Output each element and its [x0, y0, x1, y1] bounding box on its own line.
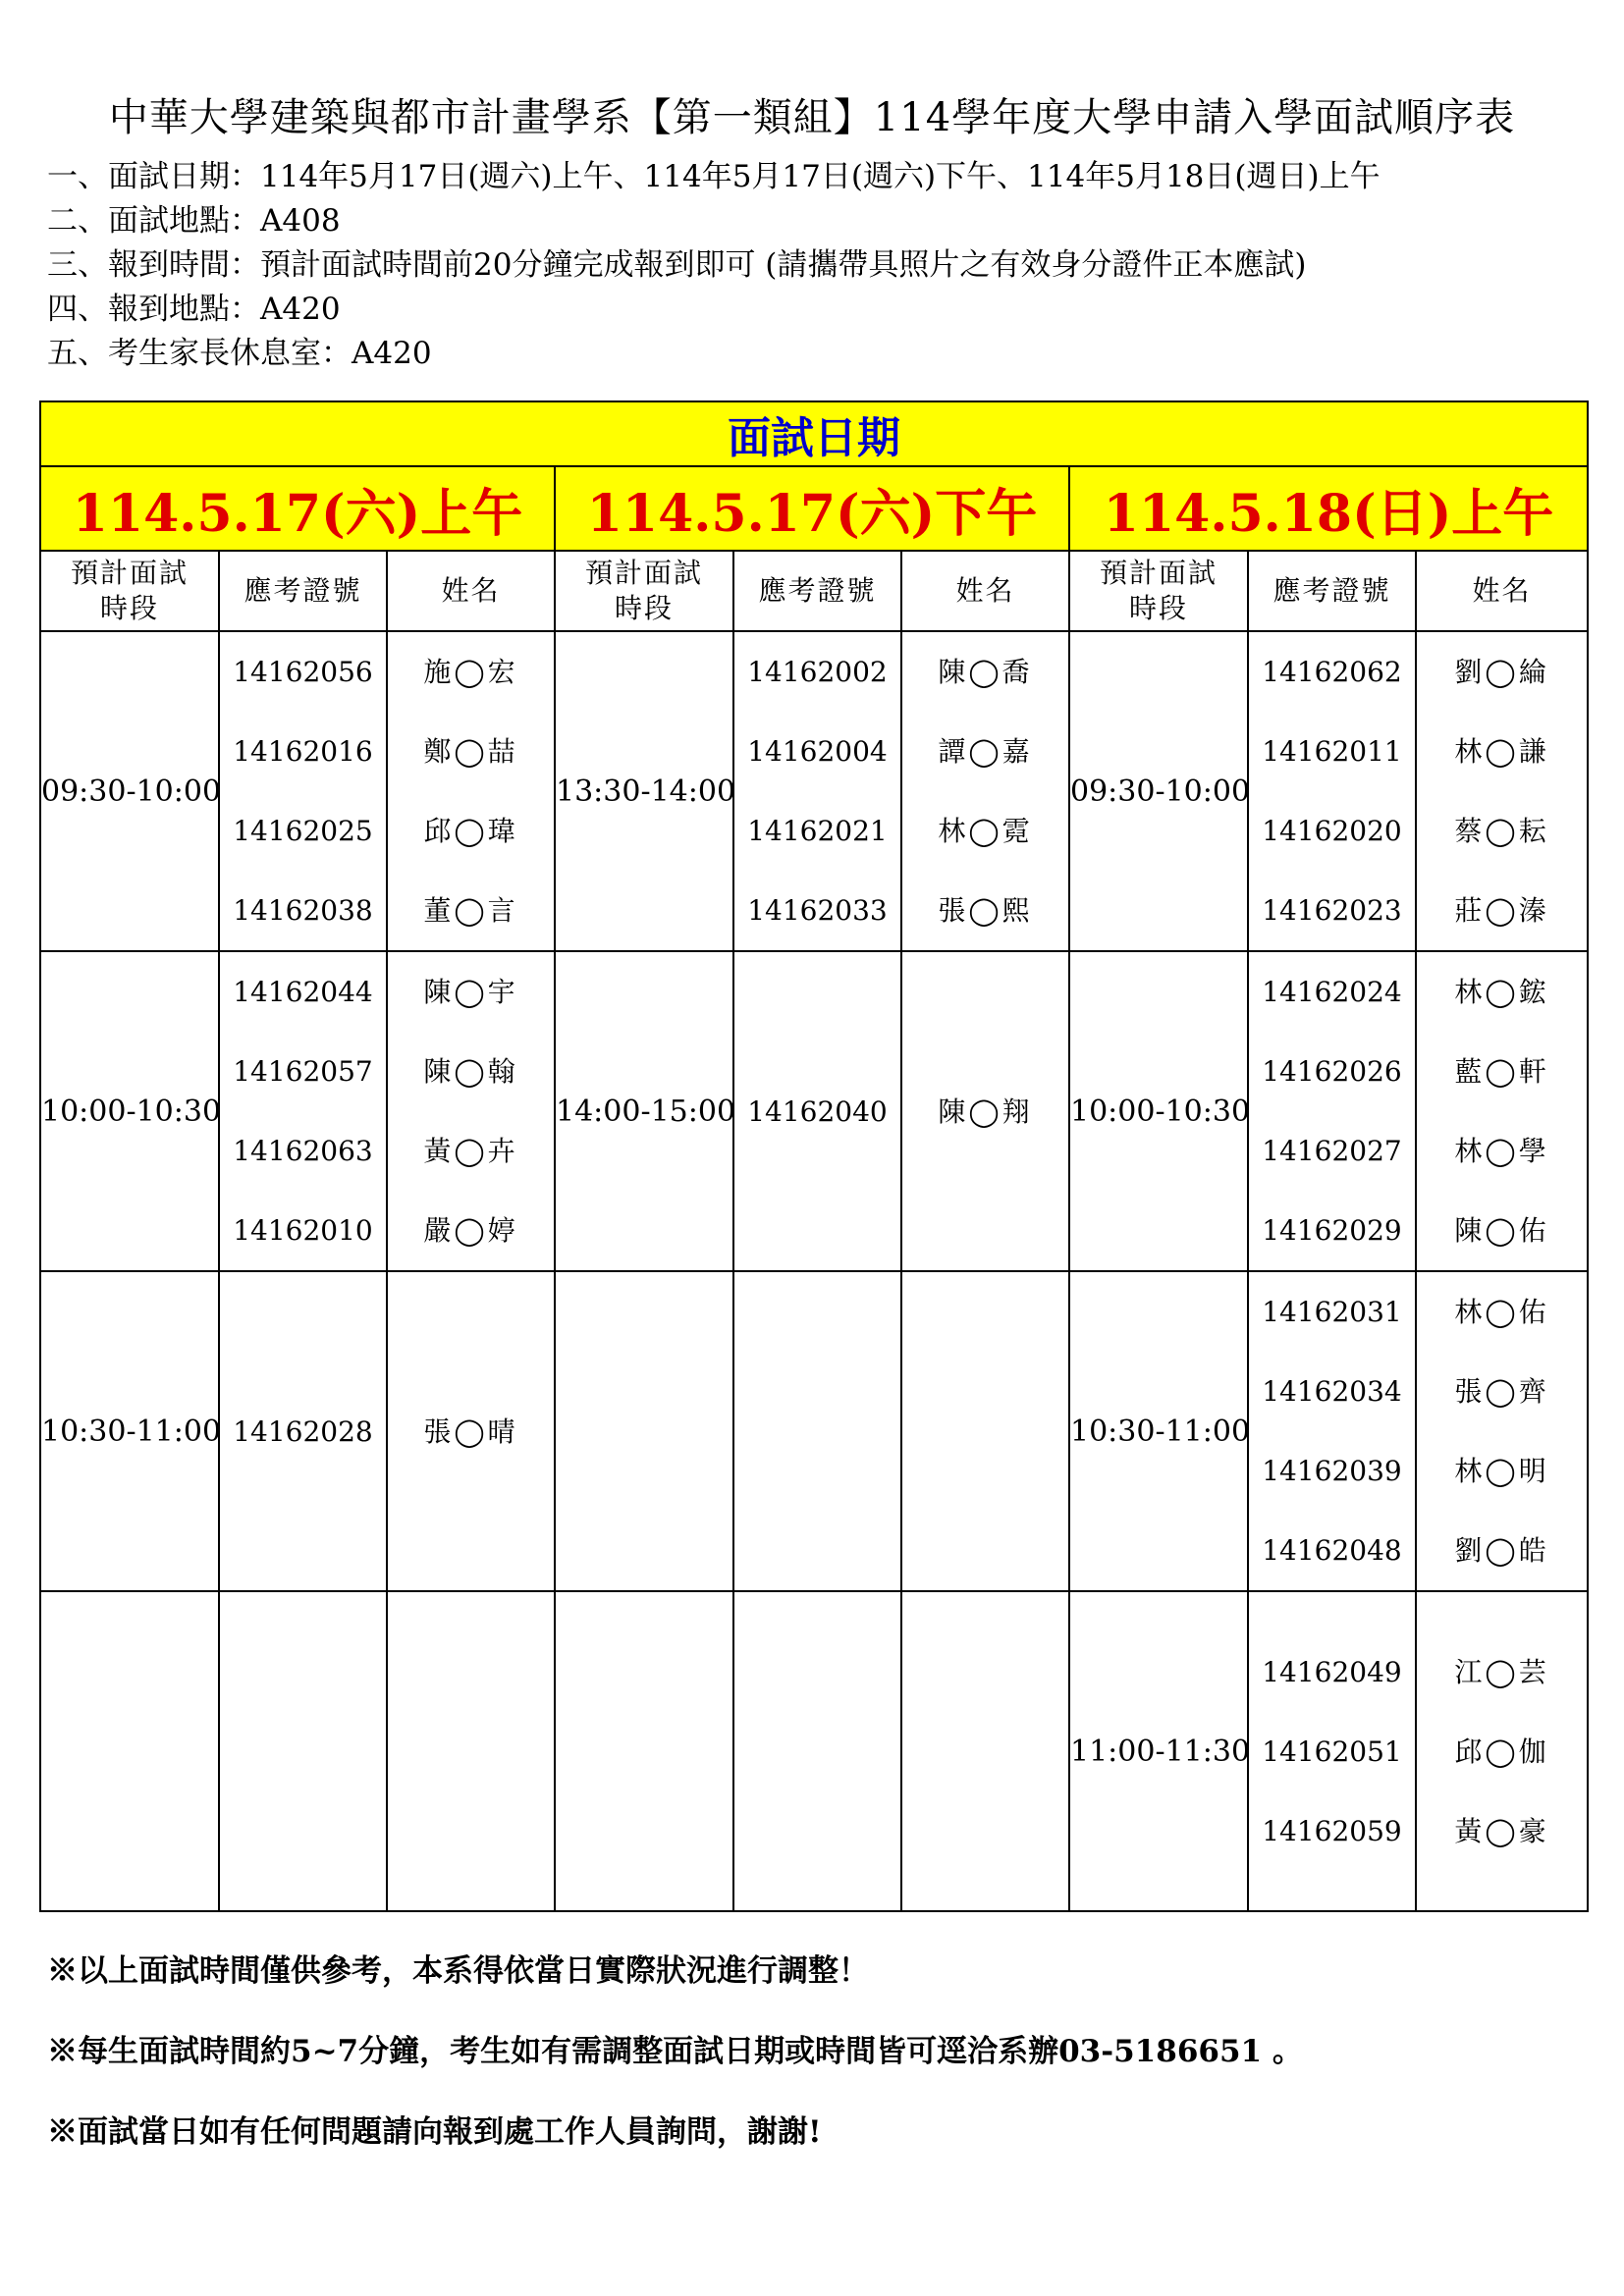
exam-no: 14162027 — [1262, 1135, 1402, 1167]
day-header-0: 114.5.17(六)上午 — [40, 466, 555, 551]
exam-no-cell — [219, 631, 387, 951]
name-cell — [901, 631, 1069, 951]
exam-no: 14162034 — [1262, 1375, 1402, 1408]
name-cell — [1416, 1271, 1588, 1591]
slot-header: 預計面試 時段 — [40, 551, 219, 631]
exam-no: 14162044 — [233, 976, 373, 1008]
candidate-name: 黃◯豪 — [1454, 1814, 1549, 1847]
time-slot-cell: 09:30-10:00 — [1069, 631, 1248, 951]
name-cell — [901, 1591, 1069, 1911]
day-header-2: 114.5.18(日)上午 — [1069, 466, 1588, 551]
time-slot-cell: 14:00-15:00 — [555, 951, 733, 1271]
column-header-row — [40, 551, 1588, 631]
candidate-name: 劉◯綸 — [1454, 656, 1549, 688]
candidate-name: 江◯芸 — [1454, 1655, 1549, 1688]
exam-no: 14162039 — [1262, 1455, 1402, 1487]
exam-no-cell — [733, 951, 901, 1271]
slot-header: 預計面試 時段 — [1069, 551, 1248, 631]
exam-no-cell — [1248, 1591, 1416, 1911]
candidate-name: 陳◯翔 — [938, 1095, 1033, 1128]
name-cell — [387, 951, 555, 1271]
candidate-name: 黃◯卉 — [423, 1135, 518, 1167]
time-slot-cell — [555, 1271, 733, 1591]
exam-no: 14162057 — [233, 1055, 373, 1088]
candidate-name: 陳◯翰 — [423, 1055, 518, 1088]
name-header: 姓名 — [901, 551, 1069, 631]
candidate-name: 蔡◯耘 — [1454, 815, 1549, 847]
exam-no-cell — [219, 1271, 387, 1591]
info-checkin-location: 四、報到地點：A420 — [47, 292, 341, 327]
candidate-name: 林◯佑 — [1454, 1296, 1549, 1328]
candidate-name: 董◯言 — [423, 894, 518, 927]
note-questions: ※面試當日如有任何問題請向報到處工作人員詢問，謝謝! — [47, 2114, 822, 2150]
exam-no: 14162016 — [233, 735, 373, 768]
notes-section — [47, 1946, 1579, 2187]
candidate-name: 莊◯溱 — [1454, 894, 1549, 927]
exam-no: 14162021 — [747, 815, 888, 847]
candidate-name: 鄭◯喆 — [423, 735, 518, 768]
exam-no: 14162010 — [233, 1214, 373, 1247]
exam-no: 14162025 — [233, 815, 373, 847]
candidate-name: 林◯學 — [1454, 1135, 1549, 1167]
exam-no: 14162002 — [747, 656, 888, 688]
schedule-block-row — [40, 631, 1588, 951]
name-cell — [901, 1271, 1069, 1591]
exam-no-cell — [219, 951, 387, 1271]
time-slot-cell: 11:00-11:30 — [1069, 1591, 1248, 1911]
exam-no: 14162048 — [1262, 1534, 1402, 1567]
exam-no: 14162029 — [1262, 1214, 1402, 1247]
candidate-name: 張◯齊 — [1454, 1375, 1549, 1408]
name-cell — [1416, 631, 1588, 951]
exam-no-cell — [1248, 1271, 1416, 1591]
name-cell — [387, 1591, 555, 1911]
name-cell — [387, 631, 555, 951]
candidate-name: 林◯鋐 — [1454, 976, 1549, 1008]
exam-no: 14162063 — [233, 1135, 373, 1167]
info-checkin-time: 三、報到時間：預計面試時間前20分鐘完成報到即可 (請攜帶具照片之有效身分證件正本應試) — [47, 247, 1307, 283]
exam-no: 14162026 — [1262, 1055, 1402, 1088]
exam-no: 14162033 — [747, 894, 888, 927]
exam-no: 14162023 — [1262, 894, 1402, 927]
exam-no: 14162062 — [1262, 656, 1402, 688]
schedule-block-row — [40, 1271, 1588, 1591]
interview-schedule-table — [39, 400, 1589, 1912]
candidate-name: 劉◯皓 — [1454, 1534, 1549, 1567]
time-slot-cell: 10:30-11:00 — [1069, 1271, 1248, 1591]
exam-no-cell — [733, 631, 901, 951]
exam-no-header: 應考證號 — [733, 551, 901, 631]
time-slot-cell: 13:30-14:00 — [555, 631, 733, 951]
exam-no: 14162020 — [1262, 815, 1402, 847]
info-interview-dates: 一、面試日期：114年5月17日(週六)上午、114年5月17日(週六)下午、114年5月18日(週日)上午 — [47, 159, 1380, 194]
candidate-name: 陳◯宇 — [423, 976, 518, 1008]
candidate-name: 林◯謙 — [1454, 735, 1549, 768]
time-slot-cell: 10:00-10:30 — [1069, 951, 1248, 1271]
candidate-name: 藍◯軒 — [1454, 1055, 1549, 1088]
candidate-name: 陳◯佑 — [1454, 1214, 1549, 1247]
exam-no-cell — [219, 1591, 387, 1911]
name-header: 姓名 — [1416, 551, 1588, 631]
candidate-name: 邱◯瑋 — [423, 815, 518, 847]
info-interview-location: 二、面試地點：A408 — [47, 203, 341, 239]
exam-no: 14162011 — [1262, 735, 1402, 768]
candidate-name: 邱◯伽 — [1454, 1735, 1549, 1768]
info-parent-lounge: 五、考生家長休息室：A420 — [47, 336, 432, 371]
candidate-name: 譚◯嘉 — [938, 735, 1033, 768]
name-cell — [387, 1271, 555, 1591]
exam-no-header: 應考證號 — [219, 551, 387, 631]
page-title: 中華大學建築與都市計畫學系【第一類組】114學年度大學申請入學面試順序表 — [108, 95, 1516, 140]
name-cell — [1416, 1591, 1588, 1911]
exam-no: 14162051 — [1262, 1735, 1402, 1768]
exam-no: 14162028 — [233, 1415, 373, 1448]
candidate-name: 林◯霓 — [938, 815, 1033, 847]
exam-no-cell — [733, 1591, 901, 1911]
candidate-name: 林◯明 — [1454, 1455, 1549, 1487]
exam-no-cell — [733, 1271, 901, 1591]
time-slot-cell: 10:00-10:30 — [40, 951, 219, 1271]
exam-no: 14162038 — [233, 894, 373, 927]
candidate-name: 施◯宏 — [423, 656, 518, 688]
slot-header: 預計面試 時段 — [555, 551, 733, 631]
exam-no: 14162059 — [1262, 1814, 1402, 1847]
time-slot-cell — [40, 1591, 219, 1911]
exam-no: 14162040 — [747, 1095, 888, 1128]
candidate-name: 張◯晴 — [423, 1415, 518, 1448]
name-cell — [901, 951, 1069, 1271]
name-header: 姓名 — [387, 551, 555, 631]
time-slot-cell: 09:30-10:00 — [40, 631, 219, 951]
info-section — [47, 155, 1579, 376]
time-slot-cell: 10:30-11:00 — [40, 1271, 219, 1591]
exam-no-header: 應考證號 — [1248, 551, 1416, 631]
exam-no: 14162031 — [1262, 1296, 1402, 1328]
candidate-name: 嚴◯婷 — [423, 1214, 518, 1247]
exam-no: 14162056 — [233, 656, 373, 688]
schedule-banner: 面試日期 — [40, 401, 1588, 466]
exam-no: 14162024 — [1262, 976, 1402, 1008]
schedule-block-row — [40, 951, 1588, 1271]
note-duration-contact: ※每生面試時間約5~7分鐘，考生如有需調整面試日期或時間皆可逕洽系辦03-5186651 。 — [47, 2034, 1303, 2069]
candidate-name: 張◯熙 — [938, 894, 1033, 927]
day-header-1: 114.5.17(六)下午 — [555, 466, 1069, 551]
exam-no: 14162004 — [747, 735, 888, 768]
exam-no-cell — [1248, 951, 1416, 1271]
note-adjustment: ※以上面試時間僅供參考，本系得依當日實際狀況進行調整！ — [47, 1953, 869, 1989]
name-cell — [1416, 951, 1588, 1271]
candidate-name: 陳◯喬 — [938, 656, 1033, 688]
exam-no-cell — [1248, 631, 1416, 951]
exam-no: 14162049 — [1262, 1655, 1402, 1688]
time-slot-cell — [555, 1591, 733, 1911]
schedule-block-row — [40, 1591, 1588, 1911]
